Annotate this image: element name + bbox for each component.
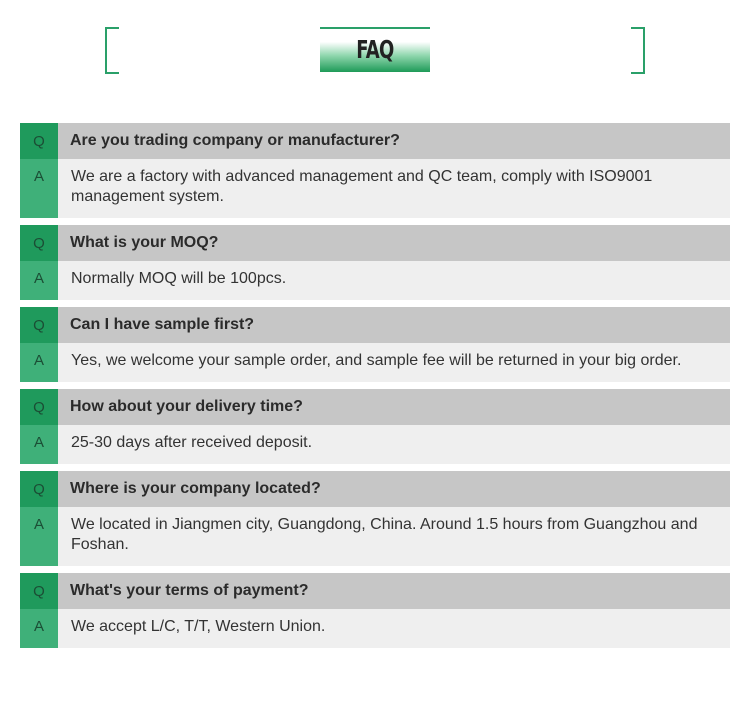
- answer-marker: A: [20, 261, 58, 300]
- question-text: How about your delivery time?: [70, 398, 303, 415]
- title-banner: [320, 27, 430, 72]
- question-row: [20, 389, 730, 425]
- question-row: [20, 123, 730, 159]
- answer-row: [20, 261, 730, 300]
- faq-item: [20, 389, 730, 464]
- answer-text: We located in Jiangmen city, Guangdong, China. Around 1.5 hours from Guangzhou and Foshan.: [71, 516, 698, 553]
- question-marker: Q: [20, 389, 58, 425]
- page-title: FAQ: [356, 35, 394, 64]
- question-text: Can I have sample first?: [70, 316, 255, 333]
- faq-item: [20, 307, 730, 382]
- answer-row: [20, 507, 730, 566]
- question-marker: Q: [20, 123, 58, 159]
- answer-text: 25-30 days after received deposit.: [71, 434, 313, 451]
- faq-item: [20, 225, 730, 300]
- question-row: [20, 307, 730, 343]
- question-row: [20, 225, 730, 261]
- faq-item: [20, 471, 730, 566]
- question-text: What's your terms of payment?: [70, 582, 309, 599]
- question-row: [20, 471, 730, 507]
- question-marker: Q: [20, 471, 58, 507]
- question-marker: Q: [20, 573, 58, 609]
- faq-item: [20, 123, 730, 218]
- answer-marker: A: [20, 425, 58, 464]
- question-text: What is your MOQ?: [70, 234, 219, 251]
- answer-row: [20, 425, 730, 464]
- question-row: [20, 573, 730, 609]
- faq-list: [20, 123, 730, 655]
- answer-marker: A: [20, 507, 58, 566]
- answer-text: We accept L/C, T/T, Western Union.: [71, 618, 326, 635]
- answer-marker: A: [20, 159, 58, 218]
- answer-text: We are a factory with advanced management and QC team, comply with ISO9001 management system.: [71, 168, 653, 205]
- answer-marker: A: [20, 343, 58, 382]
- answer-text: Normally MOQ will be 100pcs.: [71, 270, 287, 287]
- left-bracket-decoration: [105, 27, 119, 74]
- faq-header: [0, 0, 750, 100]
- question-marker: Q: [20, 225, 58, 261]
- answer-text: Yes, we welcome your sample order, and sample fee will be returned in your big order.: [71, 352, 682, 369]
- question-text: Where is your company located?: [70, 480, 321, 497]
- answer-row: [20, 609, 730, 648]
- faq-item: [20, 573, 730, 648]
- question-marker: Q: [20, 307, 58, 343]
- answer-row: [20, 159, 730, 218]
- answer-marker: A: [20, 609, 58, 648]
- question-text: Are you trading company or manufacturer?: [70, 132, 400, 149]
- right-bracket-decoration: [631, 27, 645, 74]
- answer-row: [20, 343, 730, 382]
